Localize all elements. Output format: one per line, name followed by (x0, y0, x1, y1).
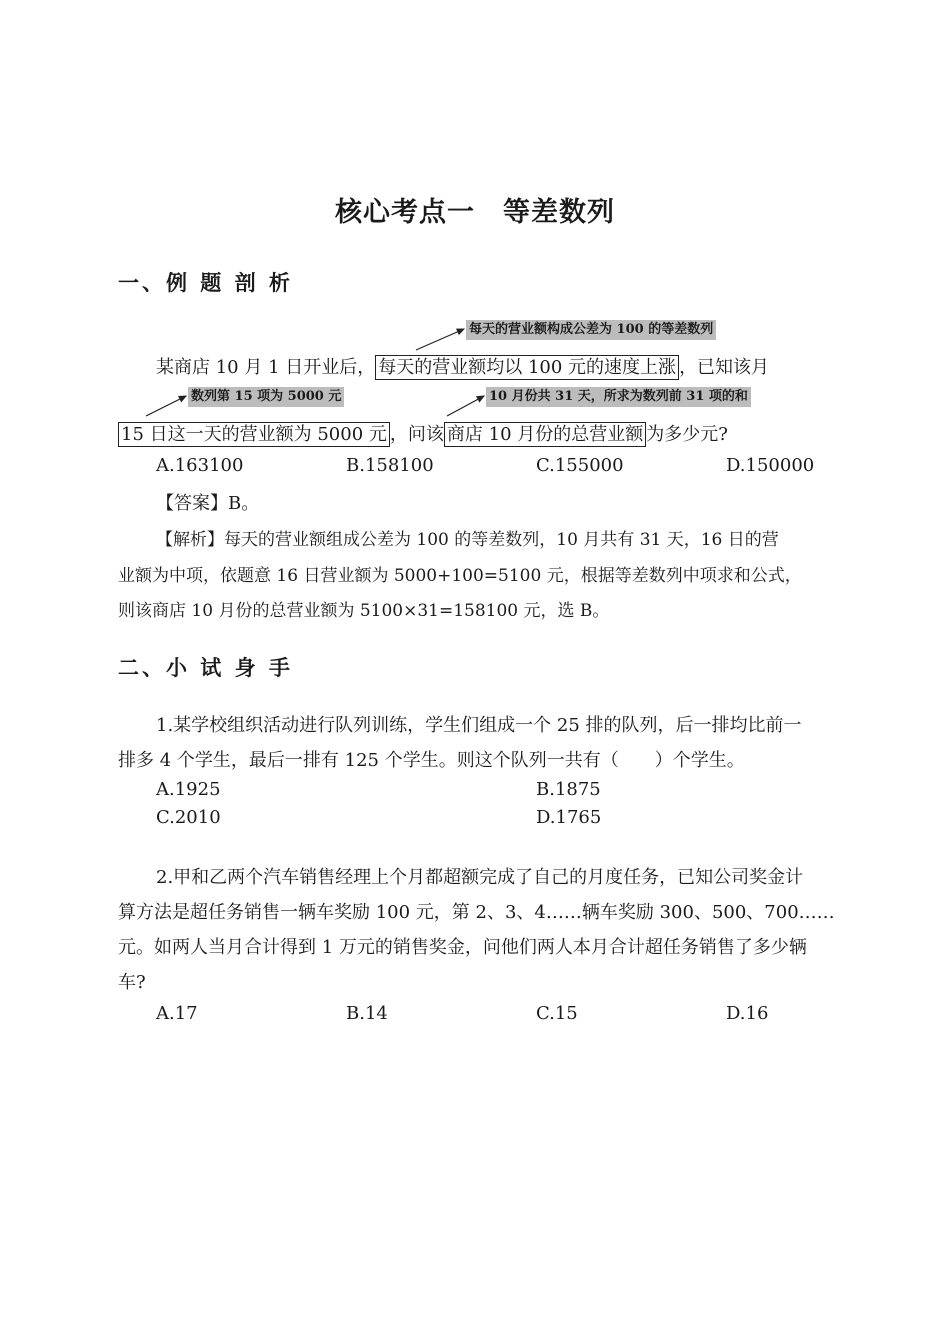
option-b: B.158100 (346, 455, 434, 476)
analysis-line: 则该商店 10 月份的总营业额为 5100×31=158100 元，选 B。 (118, 601, 610, 621)
arrow-note-3 (447, 396, 484, 416)
example-question-line-1 (156, 353, 769, 379)
page-title: 核心考点一 等差数列 (335, 197, 615, 228)
analysis-line: 【解析】每天的营业额组成公差为 100 的等差数列，10 月共有 31 天，16 日的营 (156, 530, 779, 550)
question-2-line: 算方法是超任务销售一辆车奖励 100 元，第 2、3、4……辆车奖励 300、500、700…… (118, 902, 835, 923)
highlight-box-1: 每天的营业额均以 100 元的速度上涨 (375, 355, 679, 380)
option-a: A.163100 (156, 455, 244, 476)
q1-option-b: B.1875 (536, 779, 601, 800)
question-2-line: 元。如两人当月合计得到 1 万元的销售奖金，问他们两人本月合计超任务销售了多少辆 (118, 937, 807, 958)
q2-option-a: A.17 (156, 1003, 198, 1024)
annotation-note-3: 10 月份共 31 天，所求为数列前 31 项的和 (486, 387, 751, 407)
annotation-note-2: 数列第 15 项为 5000 元 (188, 387, 344, 407)
arrow-note-1 (416, 329, 464, 350)
question-2-line: 车? (118, 972, 146, 993)
q2-option-d: D.16 (726, 1003, 769, 1024)
question-1-line: 排多 4 个学生，最后一排有 125 个学生。则这个队列一共有（ ）个学生。 (118, 750, 745, 771)
example-text: 为多少元? (646, 424, 728, 445)
example-text: ，问该 (389, 424, 444, 445)
q1-option-d: D.1765 (536, 807, 602, 828)
question-2-line: 2.甲和乙两个汽车销售经理上个月都超额完成了自己的月度任务，已知公司奖金计 (156, 867, 804, 888)
option-c: C.155000 (536, 455, 624, 476)
q2-option-b: B.14 (346, 1003, 388, 1024)
example-text: 某商店 10 月 1 日开业后， (156, 357, 376, 378)
section-heading-practice: 二、小 试 身 手 (118, 656, 293, 680)
annotation-note-1: 每天的营业额构成公差为 100 的等差数列 (466, 320, 716, 340)
answer: 【答案】B。 (156, 493, 260, 514)
option-d: D.150000 (726, 455, 815, 476)
section-heading-examples: 一、例 题 剖 析 (118, 271, 293, 295)
analysis-line: 业额为中项，依题意 16 日营业额为 5000+100=5100 元，根据等差数列中项求和公式， (118, 566, 802, 586)
q2-option-c: C.15 (536, 1003, 578, 1024)
example-question-line-2 (118, 420, 728, 446)
q1-option-c: C.2010 (156, 807, 221, 828)
example-text: ，已知该月 (679, 357, 770, 378)
highlight-box-2: 15 日这一天的营业额为 5000 元 (118, 422, 390, 447)
q1-option-a: A.1925 (156, 779, 221, 800)
highlight-box-3: 商店 10 月份的总营业额 (444, 422, 646, 447)
question-1-line: 1.某学校组织活动进行队列训练，学生们组成一个 25 排的队列，后一排均比前一 (156, 715, 802, 736)
arrow-note-2 (146, 396, 186, 416)
